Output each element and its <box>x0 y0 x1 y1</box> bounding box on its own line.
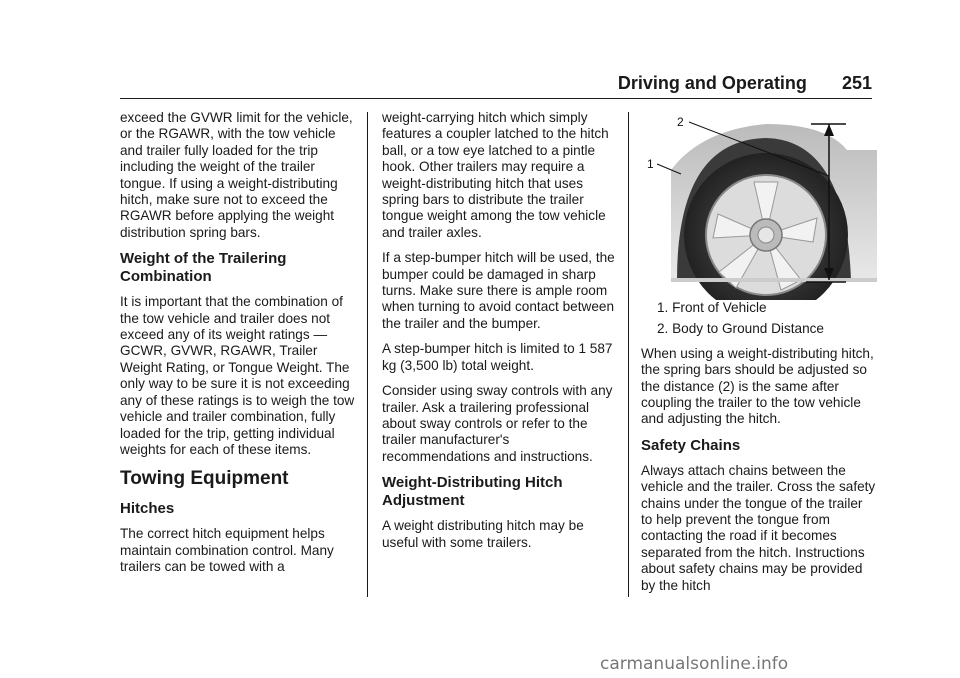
paragraph: The correct hitch equipment helps maintain combination control. Many trailers can be towed with a <box>120 526 334 575</box>
column-divider <box>367 112 368 597</box>
heading-weight-combination: Weight of the Trailering Combination <box>120 250 287 286</box>
column-divider <box>628 112 629 597</box>
paragraph: A step-bumper hitch is limited to 1 587 kg (3,500 lb) total weight. <box>382 341 613 373</box>
column-2 <box>382 110 618 560</box>
paragraph: Always attach chains between the vehicle and the trailer. Cross the safety chains under the tongue of the trailer to help prevent the tongue from contacting the road if it becomes separated from the hitch. Instructions about safety chains may be provided by the hitch <box>641 462 876 593</box>
callout-2: 2 <box>677 115 684 129</box>
heading-hitches: Hitches <box>120 500 175 518</box>
wheel-diagram-icon <box>641 110 877 300</box>
callout-1: 1 <box>647 157 654 171</box>
paragraph: exceed the GVWR limit for the vehicle, or the RGAWR, with the tow vehicle and trailer fully loaded for the trip including the weight of the trailer tongue. If using a weight-distributing hitch, make sure not to exceed the RGAWR before applying the weight distribution spring bars. <box>120 110 353 240</box>
paragraph: Consider using sway controls with any trailer. Ask a trailering professional about sway controls or refer to the trailer manufacturer's recommendations and instructions. <box>382 383 613 464</box>
paragraph: When using a weight-distributing hitch, the spring bars should be adjusted so the distance (2) is the same after coupling the trailer to the tow vehicle and adjusting the hitch. <box>641 345 874 427</box>
paragraph: If a step-bumper hitch will be used, the bumper could be damaged in sharp turns. Make sure there is ample room when turning to avoid contact between the trailer and the bumper. <box>382 250 615 331</box>
figure-caption-list <box>641 300 877 338</box>
watermark: carmanualsonline.info <box>600 654 789 674</box>
paragraph: A weight distributing hitch may be useful with some trailers. <box>382 518 584 550</box>
paragraph: weight-carrying hitch which simply features a coupler latched to the hitch ball, or a tow eye latched to a pintle hook. Other trailers may require a weight-distributing hitch that uses spring bars to distribute the trailer tongue weight among the tow vehicle and trailer axles. <box>382 110 609 240</box>
column-1 <box>120 110 356 585</box>
page-header <box>120 72 872 99</box>
heading-towing-equipment: Towing Equipment <box>120 468 289 490</box>
column-3 <box>641 110 877 603</box>
page-number: 251 <box>841 73 872 93</box>
section-title: Driving and Operating <box>617 73 807 93</box>
caption-item: 2. Body to Ground Distance <box>657 321 824 337</box>
wheel-illustration <box>641 110 877 300</box>
heading-weight-distributing-hitch: Weight-Distributing Hitch Adjustment <box>382 474 563 510</box>
paragraph: It is important that the combination of the tow vehicle and trailer does not exceed any of its weight ratings — GCWR, GVWR, RGAWR, Trailer Weight Rating, or Tongue Weight. The only way to be sure it is not exceeding any of these ratings is to weigh the tow vehicle and trailer combination, fully loaded for the trip, getting individual weights for each of these items. <box>120 294 355 457</box>
heading-safety-chains: Safety Chains <box>641 436 741 454</box>
caption-item: 1. Front of Vehicle <box>657 300 767 315</box>
